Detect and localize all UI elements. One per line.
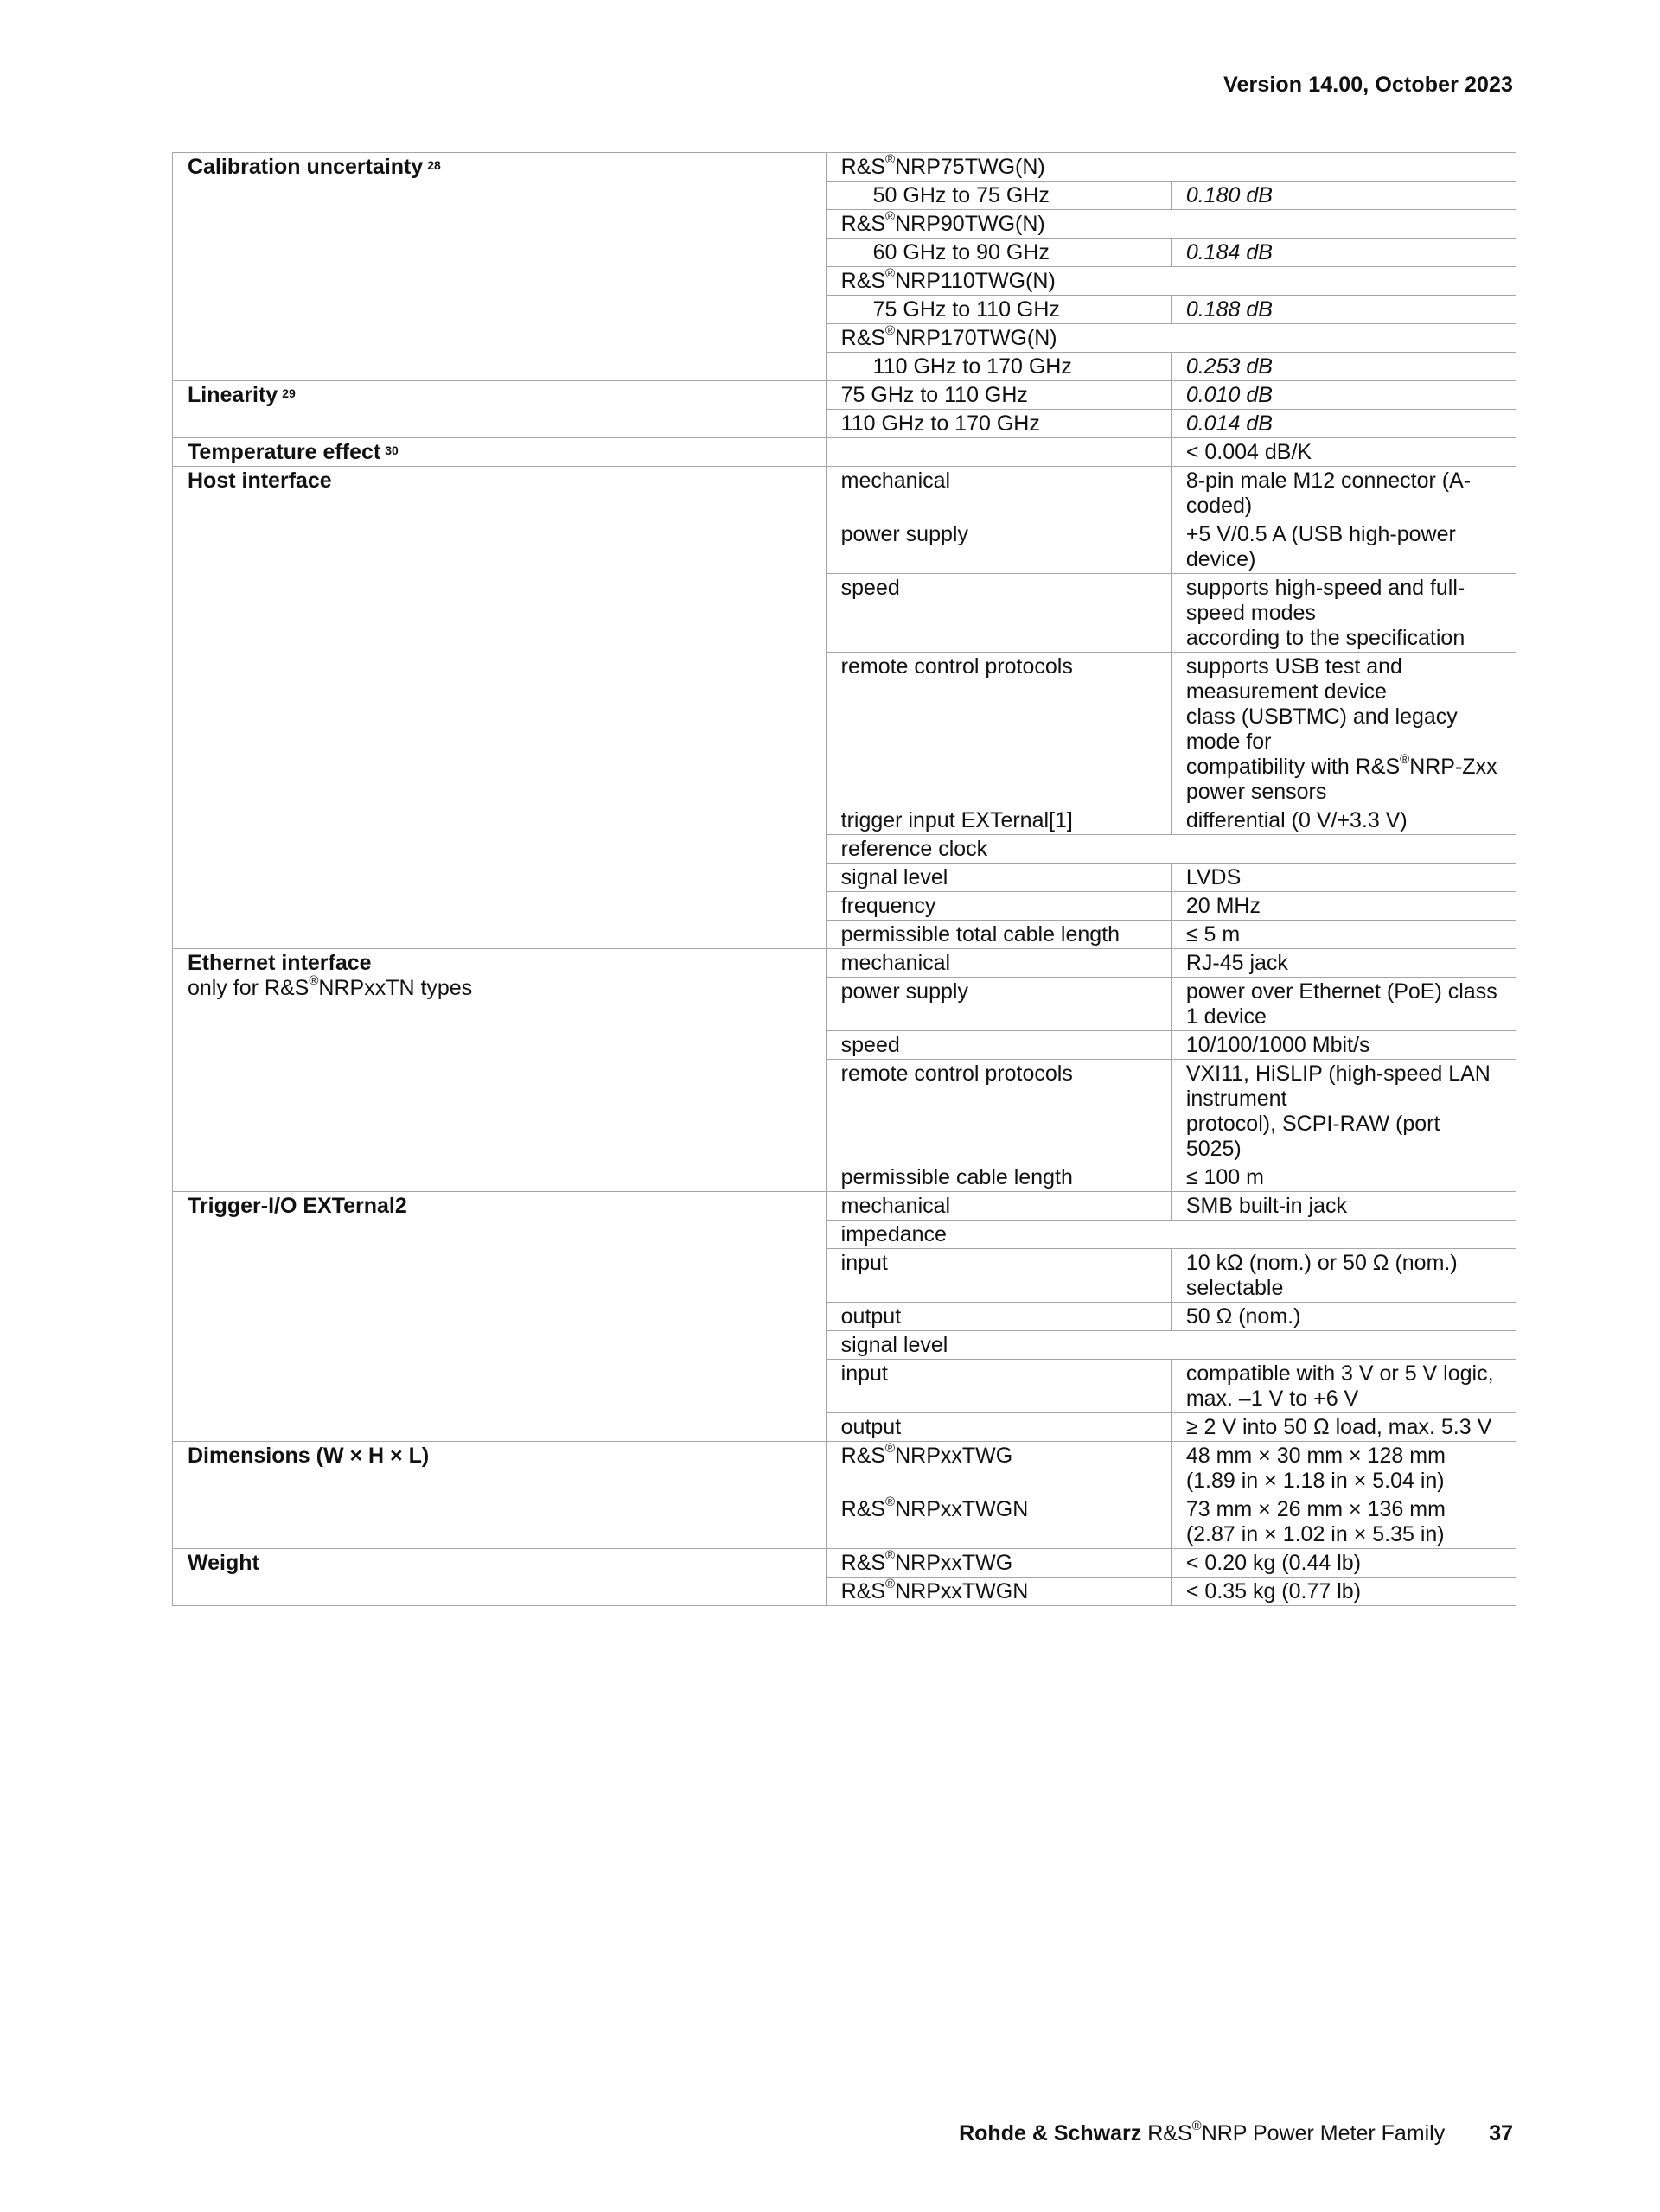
section-label-cell [173, 1549, 827, 1606]
table-row [173, 381, 1516, 410]
spec-value-cell [1171, 353, 1516, 381]
footnote-marker: 28 [427, 158, 441, 172]
spec-parameter-cell [826, 324, 1516, 353]
spec-parameter: speed [840, 1033, 900, 1057]
footer-product: R&S®NRP Power Meter Family [1147, 2118, 1446, 2145]
spec-value-cell [1171, 574, 1516, 653]
spec-parameter-cell [826, 296, 1171, 324]
spec-value: 0.010 dB [1185, 383, 1273, 407]
spec-parameter-cell [826, 1413, 1171, 1442]
spec-parameter: mechanical [840, 1194, 951, 1218]
spec-value: SMB built-in jack [1185, 1194, 1347, 1218]
spec-parameter-cell [826, 653, 1171, 806]
section-label: Calibration uncertainty [188, 155, 424, 179]
spec-value: 10/100/1000 Mbit/s [1185, 1033, 1370, 1057]
spec-parameter: R&S®NRP90TWG(N) [840, 208, 1045, 236]
spec-value-cell [1171, 381, 1516, 410]
spec-parameter: impedance [840, 1222, 947, 1246]
spec-value-cell [1171, 1413, 1516, 1442]
spec-value: 0.253 dB [1185, 354, 1273, 379]
spec-value: ≥ 2 V into 50 Ω load, max. 5.3 V [1185, 1415, 1492, 1439]
section-label-cell [173, 381, 827, 438]
spec-value: < 0.004 dB/K [1185, 440, 1312, 464]
spec-value-cell [1171, 653, 1516, 806]
section-label: Dimensions (W × H × L) [188, 1444, 430, 1468]
spec-parameter-cell [826, 1495, 1171, 1549]
spec-parameter-cell [826, 1331, 1516, 1360]
spec-value-cell [1171, 1163, 1516, 1192]
table-row [173, 467, 1516, 520]
spec-parameter: 75 GHz to 110 GHz [872, 297, 1060, 322]
spec-value-cell [1171, 978, 1516, 1031]
page-number: 37 [1489, 2121, 1513, 2145]
spec-parameter-cell [826, 1060, 1171, 1163]
spec-parameter-cell [826, 353, 1171, 381]
spec-value-cell [1171, 467, 1516, 520]
spec-parameter-cell [826, 892, 1171, 921]
section-label-cell [173, 467, 827, 949]
spec-parameter-cell [826, 806, 1171, 835]
spec-parameter: R&S®NRPxxTWG [840, 1440, 1013, 1468]
spec-value-cell [1171, 892, 1516, 921]
spec-parameter-cell [826, 438, 1171, 467]
section-label-cell [173, 1442, 827, 1549]
spec-parameter-cell [826, 381, 1171, 410]
section-label: Host interface [188, 469, 332, 493]
section-sublabel: only for R&S®NRPxxTN types [188, 972, 473, 1000]
spec-parameter-cell [826, 1549, 1171, 1578]
spec-parameter: R&S®NRPxxTWGN [840, 1576, 1029, 1603]
spec-parameter-cell [826, 410, 1171, 438]
spec-parameter: R&S®NRP110TWG(N) [840, 265, 1056, 293]
spec-parameter-cell [826, 210, 1516, 239]
section-label: Temperature effect [188, 440, 381, 464]
section-label-cell [173, 949, 827, 1192]
spec-parameter: mechanical [840, 951, 951, 975]
spec-value: 20 MHz [1185, 894, 1261, 918]
section-label: Linearity [188, 383, 278, 407]
spec-value: 0.188 dB [1185, 297, 1273, 322]
spec-value-cell [1171, 1249, 1516, 1303]
table-row [173, 1192, 1516, 1221]
footnote-marker: 30 [385, 443, 399, 457]
table-row [173, 1549, 1516, 1578]
footer-brand: Rohde & Schwarz [959, 2121, 1142, 2145]
spec-parameter: frequency [840, 894, 936, 918]
spec-value-cell [1171, 1303, 1516, 1331]
spec-value-cell [1171, 1578, 1516, 1606]
spec-value: 0.184 dB [1185, 240, 1273, 265]
spec-parameter-cell [826, 978, 1171, 1031]
page-header-version: Version 14.00, October 2023 [1223, 73, 1513, 97]
spec-parameter-cell [826, 1192, 1171, 1221]
spec-value: < 0.20 kg (0.44 lb) [1185, 1551, 1362, 1575]
spec-parameter-cell [826, 1442, 1171, 1495]
spec-value: +5 V/0.5 A (USB high-power device) [1185, 522, 1456, 571]
spec-parameter: reference clock [840, 837, 988, 861]
spec-value-cell [1171, 1495, 1516, 1549]
spec-parameter-cell [826, 864, 1171, 892]
spec-parameter: 110 GHz to 170 GHz [840, 411, 1040, 436]
spec-value-cell [1171, 1031, 1516, 1060]
spec-value-cell [1171, 1060, 1516, 1163]
spec-parameter: power supply [840, 522, 968, 546]
spec-parameter-cell [826, 921, 1171, 949]
spec-value: 10 kΩ (nom.) or 50 Ω (nom.) selectable [1185, 1251, 1458, 1300]
spec-parameter: input [840, 1361, 888, 1386]
spec-value-cell [1171, 1442, 1516, 1495]
spec-parameter: remote control protocols [840, 654, 1073, 679]
spec-value-cell [1171, 1360, 1516, 1413]
spec-parameter: 75 GHz to 110 GHz [840, 383, 1028, 407]
spec-value: < 0.35 kg (0.77 lb) [1185, 1579, 1362, 1603]
table-row [173, 153, 1516, 182]
spec-parameter-cell [826, 1303, 1171, 1331]
spec-value: 48 mm × 30 mm × 128 mm (1.89 in × 1.18 in × 5.04 in) [1185, 1444, 1446, 1493]
spec-parameter-cell [826, 949, 1171, 978]
spec-table [172, 152, 1516, 1606]
spec-parameter-cell [826, 520, 1171, 574]
spec-parameter: permissible cable length [840, 1165, 1073, 1189]
section-label: Trigger-I/O EXTernal2 [188, 1194, 407, 1218]
section-label-cell [173, 1192, 827, 1442]
spec-value: ≤ 5 m [1185, 922, 1241, 947]
spec-parameter: signal level [840, 1333, 948, 1357]
spec-parameter: power supply [840, 979, 968, 1004]
spec-value: supports high-speed and full-speed modes according to the specification [1185, 576, 1465, 650]
spec-parameter: R&S®NRP170TWG(N) [840, 322, 1057, 350]
spec-value-cell [1171, 296, 1516, 324]
spec-parameter-cell [826, 1249, 1171, 1303]
spec-parameter-cell [826, 1221, 1516, 1249]
spec-value-cell [1171, 520, 1516, 574]
spec-parameter-cell [826, 835, 1516, 864]
spec-value: supports USB test and measurement device class (USBTMC) and legacy mode for compatibility with R&S®NRP-Zxx power sensors [1185, 654, 1497, 804]
spec-value: 50 Ω (nom.) [1185, 1304, 1301, 1329]
page-footer [959, 2118, 1513, 2146]
spec-parameter: 110 GHz to 170 GHz [872, 354, 1072, 379]
spec-parameter-cell [826, 1360, 1171, 1413]
spec-parameter-cell [826, 153, 1516, 182]
section-label: Ethernet interface [188, 951, 372, 975]
spec-parameter: mechanical [840, 469, 951, 493]
spec-value: ≤ 100 m [1185, 1165, 1264, 1189]
spec-value: 0.014 dB [1185, 411, 1273, 436]
spec-parameter: input [840, 1251, 888, 1275]
spec-parameter: R&S®NRPxxTWGN [840, 1494, 1029, 1521]
table-row [173, 1442, 1516, 1495]
spec-value-cell [1171, 438, 1516, 467]
spec-value: LVDS [1185, 865, 1242, 889]
table-row [173, 949, 1516, 978]
spec-value-cell [1171, 182, 1516, 210]
spec-value-cell [1171, 921, 1516, 949]
footnote-marker: 29 [282, 386, 296, 400]
spec-parameter: permissible total cable length [840, 922, 1120, 947]
spec-parameter: 50 GHz to 75 GHz [872, 183, 1050, 207]
spec-value-cell [1171, 806, 1516, 835]
spec-parameter-cell [826, 1578, 1171, 1606]
spec-parameter: output [840, 1415, 902, 1439]
spec-value: VXI11, HiSLIP (high-speed LAN instrument protocol), SCPI-RAW (port 5025) [1185, 1061, 1491, 1161]
spec-value-cell [1171, 410, 1516, 438]
section-label-cell [173, 153, 827, 381]
spec-value-cell [1171, 949, 1516, 978]
spec-parameter: remote control protocols [840, 1061, 1073, 1086]
spec-parameter-cell [826, 574, 1171, 653]
spec-value: 0.180 dB [1185, 183, 1273, 207]
spec-parameter: output [840, 1304, 902, 1329]
spec-parameter-cell [826, 467, 1171, 520]
spec-parameter: 60 GHz to 90 GHz [872, 240, 1050, 265]
spec-parameter: R&S®NRP75TWG(N) [840, 151, 1045, 179]
spec-value: power over Ethernet (PoE) class 1 device [1185, 979, 1497, 1029]
spec-value-cell [1171, 239, 1516, 267]
spec-value-cell [1171, 1192, 1516, 1221]
spec-parameter: R&S®NRPxxTWG [840, 1547, 1013, 1575]
spec-value-cell [1171, 864, 1516, 892]
spec-parameter-cell [826, 239, 1171, 267]
spec-table-body [173, 153, 1516, 1606]
spec-parameter: trigger input EXTernal[1] [840, 808, 1073, 832]
spec-parameter-cell [826, 267, 1516, 296]
spec-parameter-cell [826, 1163, 1171, 1192]
table-row [173, 438, 1516, 467]
spec-parameter: signal level [840, 865, 948, 889]
spec-value-cell [1171, 1549, 1516, 1578]
spec-parameter-cell [826, 182, 1171, 210]
spec-value: compatible with 3 V or 5 V logic, max. –1 V to +6 V [1185, 1361, 1494, 1411]
spec-value: 73 mm × 26 mm × 136 mm (2.87 in × 1.02 in × 5.35 in) [1185, 1497, 1446, 1546]
spec-parameter-cell [826, 1031, 1171, 1060]
spec-value: 8-pin male M12 connector (A-coded) [1185, 469, 1472, 518]
section-label-cell [173, 438, 827, 467]
section-label: Weight [188, 1551, 259, 1575]
spec-parameter: speed [840, 576, 900, 600]
spec-value: differential (0 V/+3.3 V) [1185, 808, 1408, 832]
spec-value: RJ-45 jack [1185, 951, 1288, 975]
